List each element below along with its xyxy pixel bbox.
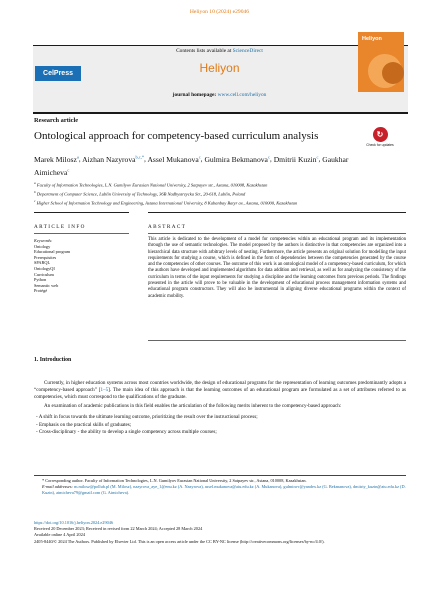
author[interactable] <box>274 155 319 164</box>
author-separator: , <box>144 154 148 164</box>
citation-link[interactable]: 1–5 <box>100 386 109 393</box>
author-name: Gaukhar Aimicheva <box>34 154 349 177</box>
affiliation <box>34 189 414 198</box>
author-separator: , <box>78 154 83 164</box>
sciencedirect-link[interactable]: ScienceDirect <box>232 48 263 54</box>
refresh-icon: ↻ <box>373 127 388 142</box>
footnotes <box>34 478 406 496</box>
article-title: Ontological approach for competency-based curriculum analysis <box>34 130 319 142</box>
keyword: Ontology <box>34 243 51 249</box>
list-item: - A shift in focus towards the ultimate learning outcome, prioritizing the result over the instructional process; <box>36 413 258 420</box>
author-affiliation-mark: c <box>267 154 270 159</box>
author-list <box>34 152 374 178</box>
license-text: 2405-8440/© 2024 The Authors. Published by Elsevier Ltd. This is an open access article under the CC BY-NC license (http://creativecommons.org/licenses/by-nc/4.0/). <box>34 538 325 544</box>
doi-link[interactable]: https://doi.org/10.1016/j.heliyon.2024.e29046 <box>34 520 114 525</box>
author-separator: , <box>200 154 205 164</box>
author-name: Marek Milosz <box>34 154 77 164</box>
author-separator: , <box>269 154 274 164</box>
bullet-list <box>34 414 406 437</box>
email-label: E-mail addresses: <box>42 484 73 489</box>
keyword: Semantic web <box>34 282 59 288</box>
keywords-title: Keywords: <box>34 238 53 243</box>
publication-info <box>34 520 406 545</box>
homepage-line <box>0 92 439 98</box>
contents-prefix: Contents lists available at <box>176 48 233 54</box>
corresponding-author-note: * Corresponding author. Faculty of Information Technologies, L.N. Gumilyov Eurasian National University, 2 Satpayev str., Astana, 010008, Kazakhstan. <box>42 478 307 483</box>
divider <box>148 212 406 213</box>
cover-graphic-circle-dark <box>382 62 404 84</box>
affiliation-mark: a <box>34 181 36 185</box>
journal-name: Heliyon <box>199 61 240 75</box>
author[interactable] <box>34 155 79 164</box>
author[interactable] <box>147 155 200 164</box>
keywords-list <box>34 238 70 294</box>
keyword: Protégé <box>34 288 48 294</box>
author[interactable] <box>204 155 269 164</box>
author[interactable] <box>82 155 144 164</box>
updates-badge-label: Check for updates <box>366 143 394 147</box>
paragraph-text: Currently, in higher education systems across most countries worldwide, the design of educational programs for the representation of learning outcomes predominantly adopts a “competency-based approach” [ <box>34 380 406 393</box>
author-affiliation-mark: b,c,* <box>135 154 145 159</box>
keyword: Python <box>34 277 47 283</box>
keyword: OntologyQI <box>34 265 55 271</box>
received-dates: Received 20 December 2023; Received in revised form 22 March 2024; Accepted 28 March 2024 <box>34 526 203 532</box>
section-heading-introduction: 1. Introduction <box>34 357 72 363</box>
affiliation-text: Faculty of Information Technologies, L.N. Gumilyov Eurasian National University, 2 Satpayev str., Astana, 010008, Kazakhstan <box>36 182 268 188</box>
abstract-text: This article is dedicated to the development of a model for competencies within an educational program and its implementation through the use of semantic technologies. The model proposed by the authors is distinctive in that competencies are organized into a hierarchical data structure with arbitrary levels of nesting. Furthermore, the article presents an original solution for modelling the input requirements for studying a course, which is defined in the form of dependencies between the competencies generated by the course and the competencies of other courses. The outcome of this work is an ontological model of a competency-based curriculum, for which the authors have developed and implemented algorithms for data addition and retrieval, as well as for analyzing the consistency of the curriculum in terms of the input requirements for studying a discipline and the learning outcomes from previous periods. The findings presented in the article will prove to be valuable in the development of educational process management information systems and educational program constructors. They will also be instrumental in aligning diverse educational programs within the context of academic mobility. <box>148 237 406 299</box>
journal-cover-image <box>358 32 404 92</box>
divider <box>34 212 129 213</box>
keyword: Educational program <box>34 249 71 255</box>
homepage-prefix: journal homepage: <box>172 92 218 98</box>
cover-title: Heliyon <box>362 36 382 42</box>
author-name: Gulmira Bekmanova <box>204 154 268 164</box>
keyword: Prerequisites <box>34 254 57 260</box>
abstract-heading: ABSTRACT <box>148 224 187 230</box>
affiliation-text: Department of Computer Science, Lublin University of Technology, 36B Nadbystrzycka Str., 20-618, Lublin, Poland <box>36 191 246 197</box>
list-item: - Cross-disciplinary - the ability to develop a single competency across multiple courses; <box>36 429 217 436</box>
cellpress-logo <box>35 66 81 81</box>
affiliation-mark: c <box>34 198 36 203</box>
paragraph: An examination of academic publications in this field enables the articulation of the following merits inherent to the competency-based approach: <box>44 402 342 409</box>
author-name: Assel Mukanova <box>147 154 199 164</box>
affiliations <box>34 180 414 207</box>
available-online: Available online 4 April 2024 <box>34 532 85 538</box>
footnote-divider <box>34 475 406 476</box>
author-affiliation-mark: c <box>198 154 201 159</box>
divider <box>148 340 406 341</box>
publisher-logo-text: CelPress <box>43 70 73 77</box>
author-name: Dmitrii Kuzin <box>273 154 317 164</box>
affiliation <box>34 198 414 207</box>
keyword: SPARQL <box>34 260 51 266</box>
journal-homepage-link[interactable]: www.cell.com/heliyon <box>217 92 267 98</box>
author-affiliation-mark: a <box>76 154 79 159</box>
author-name: Aizhan Nazyrova <box>82 154 136 164</box>
email-addresses[interactable]: m.milosz@pollub.pl (M. Milosz), nazyrova_aye_1@enu.kz (A. Nazyrova), assel.mukanova@aiu.edu.kz (A. Mukanova), gulmira-r@yandex.kz (G. Bekmanova), dmitriy_kuzin@aiu.edu.kz (D. Kuzin), aimicheva79@gmail.com (G. Aimicheva). <box>42 484 406 495</box>
author-separator: , <box>318 154 323 164</box>
email-note <box>34 484 406 496</box>
paragraph-text: ]. The main idea of this approach is that the learning outcomes of an educational program are formulated as a set of attributes referred to as competencies, which must correspond to the qualifications of the graduate. <box>34 386 406 400</box>
list-item: - Emphasis on the practical skills of graduates; <box>36 421 132 428</box>
author-affiliation-mark: c <box>67 167 70 173</box>
running-head: Heliyon 10 (2024) e29046 <box>189 9 250 15</box>
keyword: Curriculum <box>34 271 54 277</box>
affiliation <box>34 180 414 189</box>
affiliation-text: Higher School of Information Technology and Engineering, Astana International University, 8 Kabanbay Batyr av., Astana, 010000, Kazakhstan <box>36 200 298 206</box>
introduction-body <box>34 380 406 437</box>
article-type: Research article <box>34 117 79 124</box>
article-info-heading: ARTICLE INFO <box>34 224 86 230</box>
journal-header-banner <box>33 45 408 114</box>
affiliation-mark: b <box>34 189 36 194</box>
paragraph <box>34 380 406 401</box>
author-affiliation-mark: c <box>316 154 319 159</box>
